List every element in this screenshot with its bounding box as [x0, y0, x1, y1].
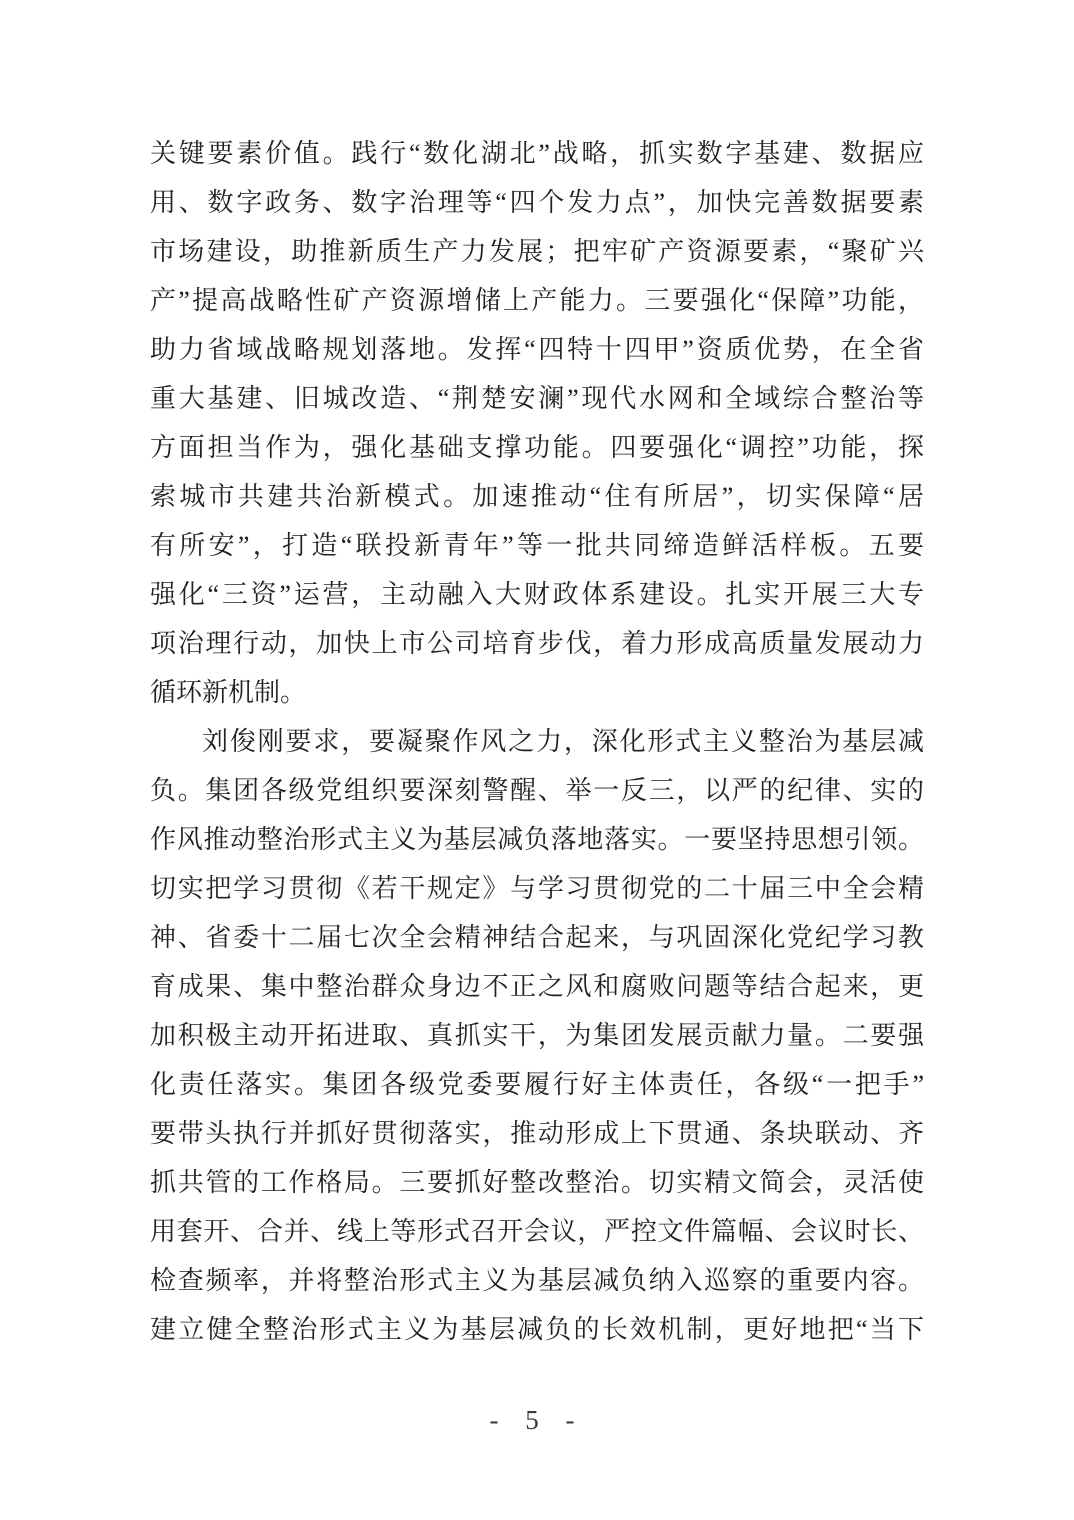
text-line: 神、省委十二届七次全会精神结合起来，与巩固深化党纪学习教 [150, 923, 924, 952]
text-line: 化责任落实。集团各级党委要履行好主体责任，各级“一把手” [150, 1070, 924, 1099]
text-line: 循环新机制。 [150, 678, 307, 707]
text-line: 用套开、合并、线上等形式召开会议，严控文件篇幅、会议时长、 [150, 1217, 924, 1246]
text-line: 强化“三资”运营，主动融入大财政体系建设。扎实开展三大专 [150, 580, 924, 609]
text-line: 作风推动整治形式主义为基层减负落地落实。一要坚持思想引领。 [150, 825, 924, 854]
text-line: 项治理行动，加快上市公司培育步伐，着力形成高质量发展动力 [150, 629, 924, 658]
text-line: 负。集团各级党组织要深刻警醒、举一反三，以严的纪律、实的 [150, 776, 924, 805]
text-line: 用、数字政务、数字治理等“四个发力点”，加快完善数据要素 [150, 188, 924, 217]
text-line: 重大基建、旧城改造、“荆楚安澜”现代水网和全域综合整治等 [150, 384, 924, 413]
text-line: 检查频率，并将整治形式主义为基层减负纳入巡察的重要内容。 [150, 1266, 924, 1295]
text-line: 市场建设，助推新质生产力发展；把牢矿产资源要素，“聚矿兴 [150, 237, 924, 266]
page-number: - 5 - [489, 1405, 585, 1435]
text-line: 抓共管的工作格局。三要抓好整改整治。切实精文简会，灵活使 [150, 1168, 924, 1197]
text-line: 切实把学习贯彻《若干规定》与学习贯彻党的二十届三中全会精 [150, 874, 924, 903]
text-line: 方面担当作为，强化基础支撑功能。四要强化“调控”功能，探 [150, 433, 924, 462]
text-line: 要带头执行并抓好贯彻落实，推动形成上下贯通、条块联动、齐 [150, 1119, 924, 1148]
text-line: 产”提高战略性矿产资源增储上产能力。三要强化“保障”功能， [150, 286, 924, 315]
text-line: 助力省域战略规划落地。发挥“四特十四甲”资质优势，在全省 [150, 335, 924, 364]
text-line: 建立健全整治形式主义为基层减负的长效机制，更好地把“当下 [150, 1315, 924, 1344]
text-line: 关键要素价值。践行“数化湖北”战略，抓实数字基建、数据应 [150, 139, 924, 168]
text-line: 有所安”，打造“联投新青年”等一批共同缔造鲜活样板。五要 [150, 531, 924, 560]
text-line: 刘俊刚要求，要凝聚作风之力，深化形式主义整治为基层减 [202, 727, 924, 756]
document-body [150, 129, 924, 1354]
text-line: 加积极主动开拓进取、真抓实干，为集团发展贡献力量。二要强 [150, 1021, 924, 1050]
text-line: 育成果、集中整治群众身边不正之风和腐败问题等结合起来，更 [150, 972, 924, 1001]
text-line: 索城市共建共治新模式。加速推动“住有所居”，切实保障“居 [150, 482, 924, 511]
